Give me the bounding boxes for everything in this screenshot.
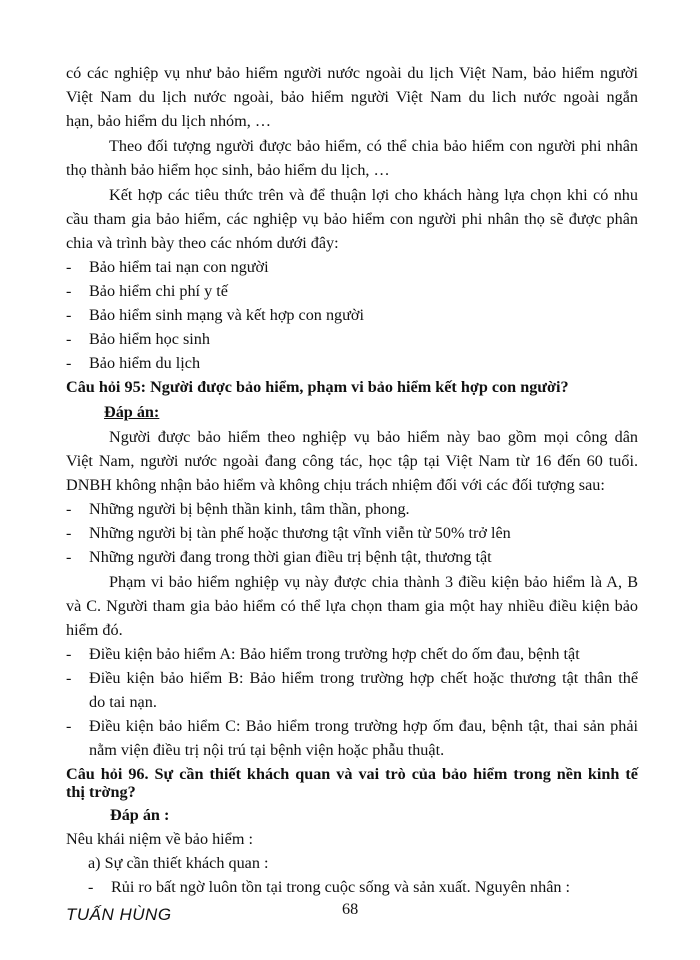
page-number: 68	[342, 900, 359, 918]
list-item: a) Sự cần thiết khách quan :	[88, 854, 269, 872]
dash-marker: -	[66, 645, 72, 663]
list-item-text: Bảo hiểm du lịch	[89, 354, 201, 372]
dash-marker: -	[88, 878, 94, 896]
list-item-text: Bảo hiểm sinh mạng và kết hợp con người	[89, 306, 364, 324]
list-item-text: Những người bị bệnh thần kinh, tâm thần, phong.	[89, 500, 410, 518]
dash-marker: -	[66, 524, 72, 542]
list-item-text: Bảo hiểm tai nạn con người	[89, 258, 269, 276]
paragraph-line: Nêu khái niệm về bảo hiểm :	[66, 830, 254, 848]
answer-label-text: Đáp án:	[104, 403, 160, 421]
dash-marker: -	[66, 306, 72, 324]
paragraph-line: Theo đối tượng người được bảo hiểm, có thể chia bảo hiểm con người phi nhân	[109, 137, 638, 155]
paragraph-line: hạn, bảo hiểm du lịch nhóm, …	[66, 112, 272, 130]
paragraph-line: có các nghiệp vụ như bảo hiểm người nước ngoài du lịch Việt Nam, bảo hiểm người	[66, 64, 638, 82]
list-item-text: Bảo hiểm chi phí y tế	[89, 282, 228, 300]
list-item-text: Những người bị tàn phế hoặc thương tật vĩnh viễn từ 50% trở lên	[89, 524, 511, 542]
paragraph-line: Việt Nam, người nước ngoài đang công tác, học tập tại Việt Nam từ 16 đến 60 tuổi.	[66, 452, 638, 470]
paragraph-line: Người được bảo hiểm theo nghiệp vụ bảo hiểm này bao gồm mọi công dân	[109, 428, 638, 446]
paragraph-line: Kết hợp các tiêu thức trên và để thuận lợi cho khách hàng lựa chọn khi có nhu	[109, 186, 638, 204]
dash-marker: -	[66, 354, 72, 372]
answer-label	[104, 401, 159, 425]
list-item-text: Rủi ro bất ngờ luôn tồn tại trong cuộc sống và sản xuất. Nguyên nhân :	[111, 878, 571, 896]
question-96-heading: Câu hỏi 96. Sự cần thiết khách quan và vai trò của bảo hiểm trong nền kinh tế	[66, 765, 638, 783]
list-item-text: Những người đang trong thời gian điều trị bệnh tật, thương tật	[89, 548, 492, 566]
list-item-continuation: nằm viện điều trị nội trú tại bệnh viện hoặc phẫu thuật.	[89, 741, 445, 759]
answer-label: Đáp án :	[110, 806, 170, 824]
paragraph-line: thọ thành bảo hiểm học sinh, bảo hiểm du lịch, …	[66, 161, 390, 179]
dash-marker: -	[66, 500, 72, 518]
list-item-text: Điều kiện bảo hiểm B: Bảo hiểm trong trường hợp chết hoặc thương tật thân thể	[89, 669, 638, 687]
paragraph-line: Việt Nam du lịch nước ngoài, bảo hiểm người Việt Nam du lich nước ngoài ngắn	[66, 88, 638, 106]
dash-marker: -	[66, 282, 72, 300]
paragraph-line: cầu tham gia bảo hiểm, các nghiệp vụ bảo hiểm con người phi nhân thọ sẽ được phân	[66, 210, 638, 228]
list-item-text: Bảo hiểm học sinh	[89, 330, 210, 348]
paragraph-line: hiểm đó.	[66, 621, 123, 639]
paragraph-line: Phạm vi bảo hiểm nghiệp vụ này được chia thành 3 điều kiện bảo hiểm là A, B	[109, 573, 638, 591]
dash-marker: -	[66, 330, 72, 348]
dash-marker: -	[66, 717, 72, 735]
dash-marker: -	[66, 258, 72, 276]
list-item-continuation: do tai nạn.	[89, 693, 157, 711]
question-96-heading-cont: thị trờng?	[66, 783, 136, 801]
footer-author: TUẤN HÙNG	[66, 905, 172, 924]
list-item-text: Điều kiện bảo hiểm A: Bảo hiểm trong trường hợp chết do ốm đau, bệnh tật	[89, 645, 580, 663]
paragraph-line: và C. Người tham gia bảo hiểm có thể lựa chọn tham gia một hay nhiều điều kiện bảo	[66, 597, 638, 615]
paragraph-line: chia và trình bày theo các nhóm dưới đây:	[66, 234, 339, 252]
question-95-heading: Câu hỏi 95: Người được bảo hiểm, phạm vi bảo hiểm kết hợp con người?	[66, 378, 569, 396]
dash-marker: -	[66, 548, 72, 566]
paragraph-line: DNBH không nhận bảo hiểm và không chịu trách nhiệm đối với các đối tượng sau:	[66, 476, 605, 494]
dash-marker: -	[66, 669, 72, 687]
list-item-text: Điều kiện bảo hiểm C: Bảo hiểm trong trường hợp ốm đau, bệnh tật, thai sản phải	[89, 717, 638, 735]
